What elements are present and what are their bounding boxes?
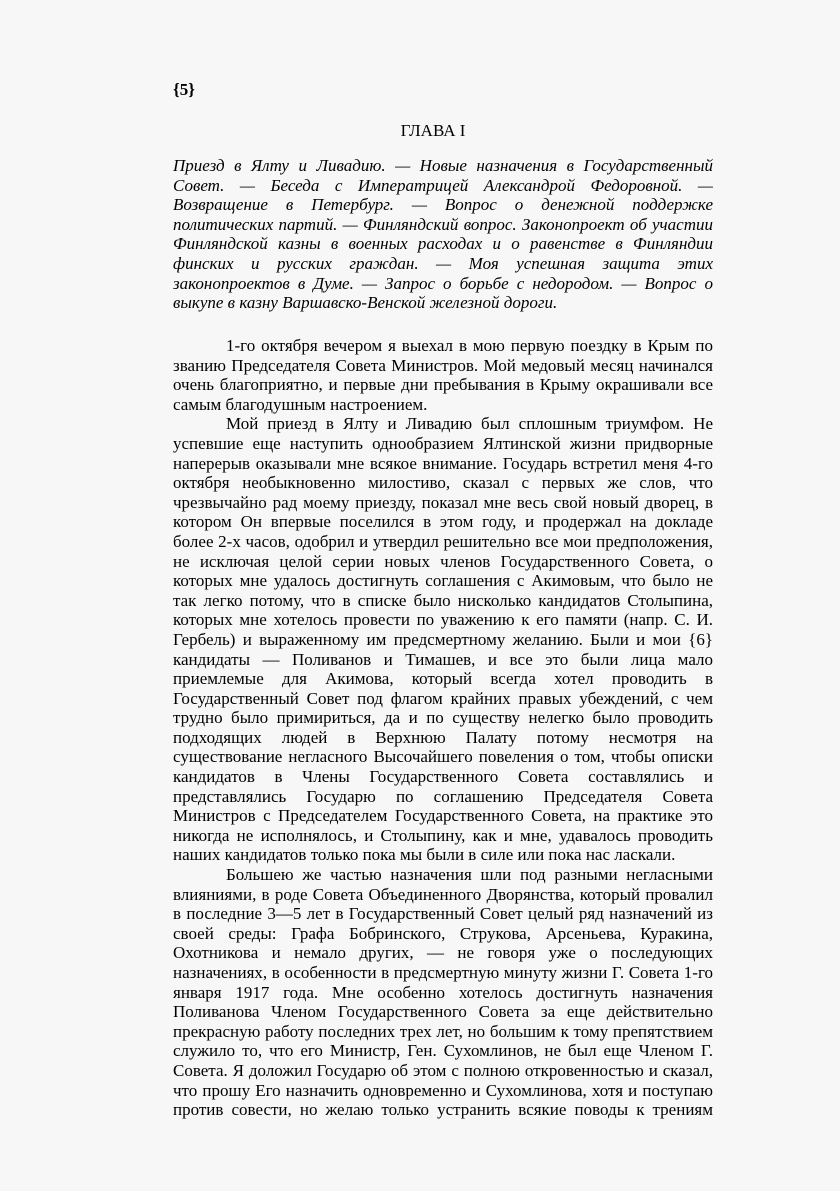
text-line: своей среды: Графа Бобринского, Струкова, Арсеньева, Куракина,: [173, 923, 713, 943]
text-line: наших кандидатов только пока мы были в силе или пока нас ласкали.: [173, 845, 676, 865]
text-line: трудно было примириться, да и по существу нелегко было проводить: [173, 708, 713, 728]
text-line: против совести, но желаю только устранить всякие поводы к трениям: [173, 1100, 713, 1120]
text-line: чрезвычайно рад моему приезду, показал мне весь свой новый дворец, в: [173, 492, 713, 512]
text-line: более 2-х часов, одобрил и утвердил решительно все мои предположения,: [173, 531, 713, 551]
text-line: Министров с Председателем Государственного Совета, на практике это: [173, 806, 713, 826]
text-line: которых мне хотелось провести по уважению к его памяти (напр. С. И.: [173, 610, 713, 630]
text-line: званию Председателя Совета Министров. Мой медовый месяц начинался: [173, 355, 713, 375]
text-line: что прошу Его назначить одновременно и Сухомлинова, хотя и поступаю: [173, 1080, 713, 1100]
text-line: Поливанова Членом Государственного Совета за еще действительно: [173, 1002, 713, 1022]
text-line: подходящих людей в Верхнюю Палату потому несмотря на: [173, 727, 713, 747]
text-line: самым благодушным настроением.: [173, 394, 428, 414]
text-line: наперерыв оказывали мне всякое внимание. Государь встретил меня 4-го: [173, 453, 713, 473]
text-line: существование негласного Высочайшего повеления о том, чтобы описки: [173, 747, 713, 767]
summary-line: Приезд в Ялту и Ливадию. — Новые назначения в Государственный: [173, 156, 713, 175]
text-line: Гербель) и выраженному им предсмертному желанию. Были и мои {6}: [173, 629, 713, 649]
paragraph-3: [173, 865, 713, 1120]
text-line: января 1917 года. Мне особенно хотелось достигнуть назначения: [173, 982, 713, 1002]
text-line: кандидатов в Члены Государственного Совета составлялись и: [173, 767, 713, 787]
summary-line: финских и русских граждан. — Моя успешная защита этих: [173, 253, 713, 273]
text-line: никогда не исполнялось, и Столыпину, как и мне, удавалось проводить: [173, 825, 713, 845]
text-line: Государственный Совет под флагом крайних правых убеждений, с чем: [173, 688, 713, 708]
page-marker: {5}: [173, 80, 195, 99]
chapter-title: ГЛАВА I: [400, 121, 466, 140]
text-line: очень благоприятно, и первые дни пребывания в Крыму окрашивали все: [173, 375, 713, 395]
summary-line: Совет. — Беседа с Императрицей Александрой Федоровной. —: [173, 175, 713, 195]
summary-line: законопроектов в Думе. — Запрос о борьбе с недородом. — Вопрос о: [173, 273, 713, 293]
text-line: кандидаты — Поливанов и Тимашев, и все это были лица мало: [173, 649, 713, 669]
text-line: не исключая целой серии новых членов Государственного Совета, о: [173, 551, 713, 571]
paragraph-2: [173, 414, 713, 865]
text-line: Совета. Я доложил Государю об этом с полною откровенностью и сказал,: [173, 1060, 713, 1080]
text-line: октября необыкновенно милостиво, сказал с первых же слов, что: [173, 473, 713, 493]
text-line: так легко потому, что в списке было нисколько кандидатов Столыпина,: [173, 590, 713, 610]
text-line: приемлемые для Акимова, который всегда хотел проводить в: [173, 669, 713, 689]
paragraph-1: [173, 336, 713, 414]
summary-line: Возвращение в Петербург. — Вопрос о денежной поддержке: [173, 195, 713, 215]
summary-line: политических партий. — Финляндский вопрос. Законопроект об участии: [173, 214, 713, 234]
text-line: представлялись Государю по соглашению Председателя Совета: [173, 786, 713, 806]
text-line: прекрасную работу последних трех лет, но большим к тому препятствием: [173, 1021, 713, 1041]
text-line: котором Он впервые поселился в этом году, и продержал на докладе: [173, 512, 713, 532]
text-line: 1-го октября вечером я выехал в мою первую поездку в Крым по: [226, 336, 713, 355]
text-line: Охотникова и немало других, — не говоря уже о последующих: [173, 943, 713, 963]
text-line: влияниями, в роде Совета Объединенного Дворянства, который провалил: [173, 884, 713, 904]
text-line: служило то, что его Министр, Ген. Сухомлинов, не был еще Членом Г.: [173, 1041, 713, 1061]
text-line: Большею же частью назначения шли под разными негласными: [226, 865, 713, 885]
text-line: в последние 3—5 лет в Государственный Совет целый ряд назначений из: [173, 904, 713, 924]
text-line: которых мне удалось достигнуть соглашения с Акимовым, что было не: [173, 571, 713, 591]
text-line: успевшие еще наступить однообразием Ялтинской жизни придворные: [173, 433, 713, 453]
summary-line: Финляндской казны в военных расходах и о равенстве в Финляндии: [173, 234, 713, 254]
text-line: Мой приезд в Ялту и Ливадию был сплошным триумфом. Не: [226, 414, 713, 434]
body-text: [173, 336, 713, 1120]
text-line: назначениях, в особенности в предсмертную минуту жизни Г. Совета 1-го: [173, 963, 713, 982]
summary-line: выкупе в казну Варшавско-Венской железной дороги.: [173, 293, 558, 313]
chapter-summary: [173, 156, 713, 313]
